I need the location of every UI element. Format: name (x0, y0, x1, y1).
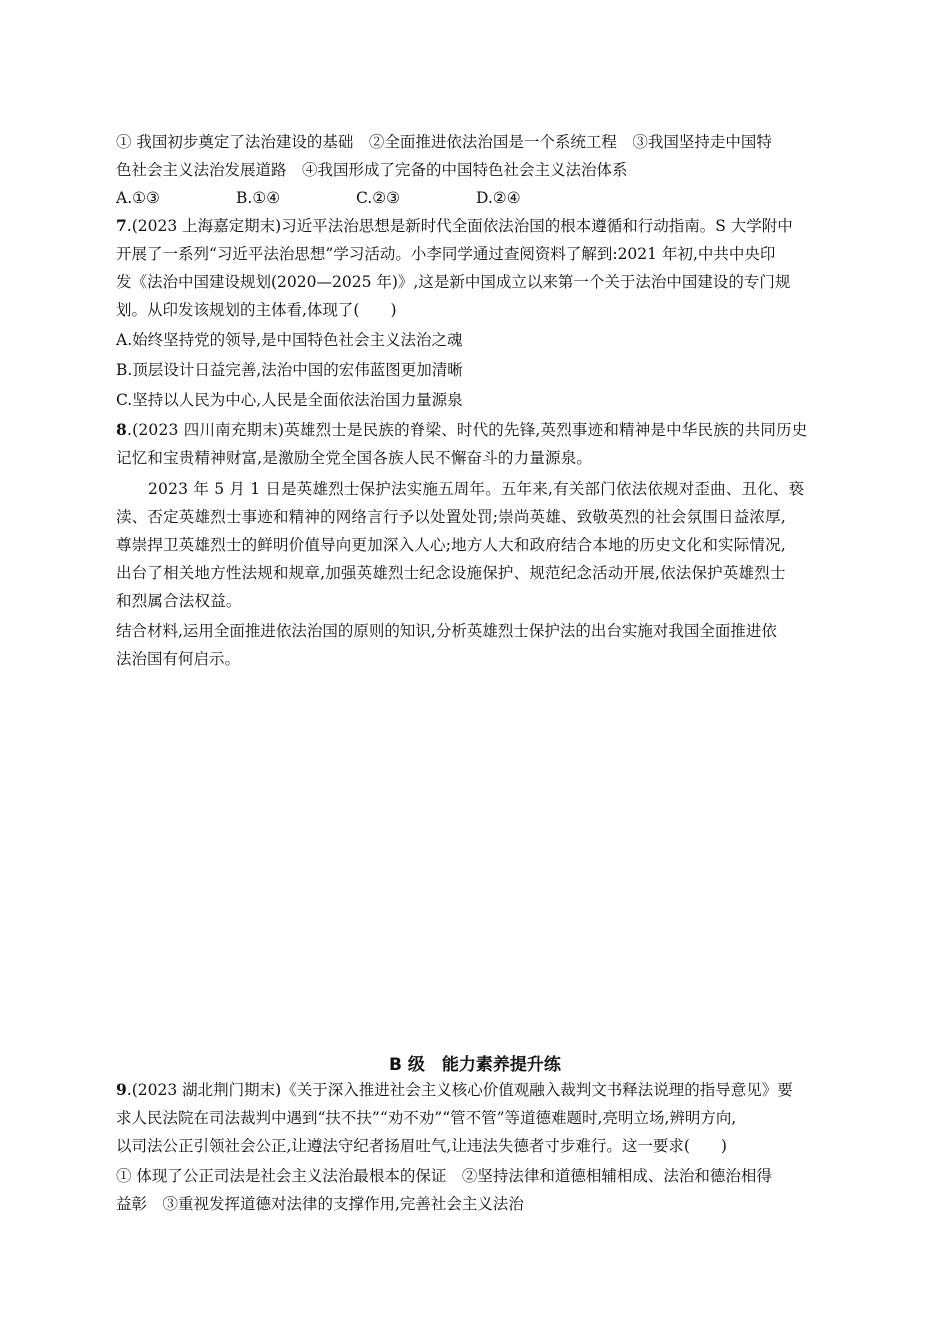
q9-statement-line-1: ① 体现了公正司法是社会主义法治最根本的保证 ②坚持法律和道德相辅相成、法治和德治相得 (116, 1167, 772, 1185)
q6-statement-line-1: ① 我国初步奠定了法治建设的基础 ②全面推进依法治国是一个系统工程 ③我国坚持走中国特 (116, 133, 772, 151)
q7-stem-line-3: 发《法治中国建设规划(2020—2025 年)》,这是新中国成立以来第一个关于法治中国建设的专门规 (116, 273, 791, 291)
q8-material-line-5: 和烈属合法权益。 (116, 592, 242, 610)
q8-material-line-2: 渎、否定英雄烈士事迹和精神的网络言行予以处置处罚;崇尚英雄、致敬英烈的社会氛围日益浓厚, (116, 508, 786, 526)
q8-stem-line-1: 8.(2023 四川南充期末)英雄烈士是民族的脊梁、时代的先锋,英烈事迹和精神是中华民族的共同历史 (116, 420, 808, 439)
q7-stem-line-2: 开展了一系列“习近平法治思想”学习活动。小李同学通过查阅资料了解到:2021 年初,中共中央印 (116, 245, 776, 263)
q8-task-line-2: 法治国有何启示。 (116, 650, 241, 668)
q7-option-a: A.始终坚持党的领导,是中国特色社会主义法治之魂 (116, 331, 463, 349)
q9-number: 9 (116, 1080, 127, 1099)
q9-stem-line-2: 求人民法院在司法裁判中遇到“扶不扶”“劝不劝”“管不管”等道德难题时,亮明立场,辨明方向, (116, 1109, 737, 1127)
section-title: B 级 能力素养提升练 (389, 1055, 561, 1075)
q7-stem-line-4: 划。从印发该规划的主体看,体现了( ) (116, 301, 397, 319)
q7-option-b: B.顶层设计日益完善,法治中国的宏伟蓝图更加清晰 (116, 361, 463, 379)
q8-task-line-1: 结合材料,运用全面推进依法治国的原则的知识,分析英雄烈士保护法的出台实施对我国全面推进依 (116, 622, 777, 640)
q8-number: 8 (116, 420, 127, 439)
q8-material-line-4: 出台了相关地方性法规和规章,加强英雄烈士纪念设施保护、规范纪念活动开展,依法保护英雄烈士 (116, 564, 786, 582)
q7-stem-line-1: 7.(2023 上海嘉定期末)习近平法治思想是新时代全面依法治国的根本遵循和行动指南。S 大学附中 (116, 216, 793, 235)
q8-stem-line-2: 记忆和宝贵精神财富,是激励全党全国各族人民不懈奋斗的力量源泉。 (116, 449, 593, 467)
q7-option-c: C.坚持以人民为中心,人民是全面依法治国力量源泉 (116, 391, 463, 409)
q9-stem-line-1: 9.(2023 湖北荆门期末)《关于深入推进社会主义核心价值观融入裁判文书释法说理的指导意见》要 (116, 1080, 793, 1099)
q9-stem-line-3: 以司法公正引领社会公正,让遵法守纪者扬眉吐气,让违法失德者寸步难行。这一要求( ) (116, 1137, 727, 1155)
q6-option-b: B.①④ (236, 189, 281, 207)
q7-number: 7 (116, 216, 127, 235)
q6-option-d: D.②④ (476, 189, 521, 207)
q6-option-c: C.②③ (356, 189, 401, 207)
q9-statement-line-2: 益彰 ③重视发挥道德对法律的支撑作用,完善社会主义法治 (116, 1195, 524, 1213)
q8-material-line-3: 尊崇捍卫英雄烈士的鲜明价值导向更加深入人心;地方人大和政府结合本地的历史文化和实际情况, (116, 536, 786, 554)
q8-material-line-1: 2023 年 5 月 1 日是英雄烈士保护法实施五周年。五年来,有关部门依法依规对歪曲、丑化、亵 (148, 480, 805, 498)
q6-options (116, 188, 836, 208)
q6-statement-line-2: 色社会主义法治发展道路 ④我国形成了完备的中国特色社会主义法治体系 (116, 161, 628, 179)
q6-option-a: A.①③ (116, 189, 160, 207)
